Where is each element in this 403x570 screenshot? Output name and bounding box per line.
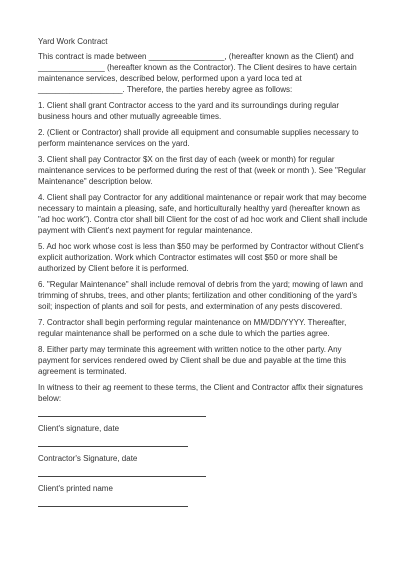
printed-name-line [38, 476, 206, 477]
clause-5: 5. Ad hoc work whose cost is less than $50 may be performed by Contractor without Client's explicit authorization. Work which Contractor estimates will cost $50 or more shall be authorized by Client before it is performed. [38, 242, 364, 273]
witness-paragraph: In witness to their ag reement to these terms, the Client and Contractor affix their signatures below: [38, 383, 363, 403]
clause-8: 8. Either party may terminate this agreement with written notice to the other party. Any payment for services rendered owed by Client shall be due and payable at the time this agreement is terminated. [38, 345, 347, 376]
clause-3: 3. Client shall pay Contractor $X on the first day of each (week or month) for regular maintenance services to be performed during the rest of that (week or month ). See "Regular Maintenance" description below. [38, 155, 366, 186]
client-signature-label: Client's signature, date [38, 424, 120, 433]
printed-name-entry-line [38, 506, 188, 507]
contractor-signature-line [38, 446, 188, 447]
clause-6: 6. "Regular Maintenance" shall include removal of debris from the yard; mowing of lawn and trimming of shrubs, trees, and other plants; fertilization and other conditioning of the yard's soil; inspection of plants and soil for pests, and extermination of any pests discovered. [38, 280, 363, 311]
contractor-signature-label: Contractor's Signature, date [38, 454, 138, 463]
client-signature-line [38, 416, 206, 417]
clause-7: 7. Contractor shall begin performing regular maintenance on MM/DD/YYYY. Thereafter, regular maintenance shall be performed on a sche dule to which the parties agree. [38, 318, 347, 338]
document-title: Yard Work Contract [38, 37, 108, 46]
clause-2: 2. (Client or Contractor) shall provide all equipment and consumable supplies necessary to perform maintenance services on the yard. [38, 128, 359, 148]
intro-paragraph: This contract is made between _________________, (hereafter known as the Client) and _______________ (hereafter known as the Contractor). The Client desires to have certain maintenance services, described below, performed upon a yard loca ted at ___________________. Therefore, the parties hereby agree as follows: [38, 52, 357, 94]
signature-block [38, 416, 368, 507]
printed-name-label: Client's printed name [38, 484, 113, 493]
clause-1: 1. Client shall grant Contractor access to the yard and its surroundings during regular business hours and other mutually agreeable times. [38, 101, 340, 121]
clause-4: 4. Client shall pay Contractor for any additional maintenance or repair work that may become necessary to maintain a pleasing, safe, and horticulturally healthy yard (hereafter known as "ad hoc work"). Contra ctor shall bill Client for the cost of ad hoc work and Client shall include payment with Client's next payment for regular maintenance. [38, 193, 368, 235]
contract-body [38, 36, 368, 507]
